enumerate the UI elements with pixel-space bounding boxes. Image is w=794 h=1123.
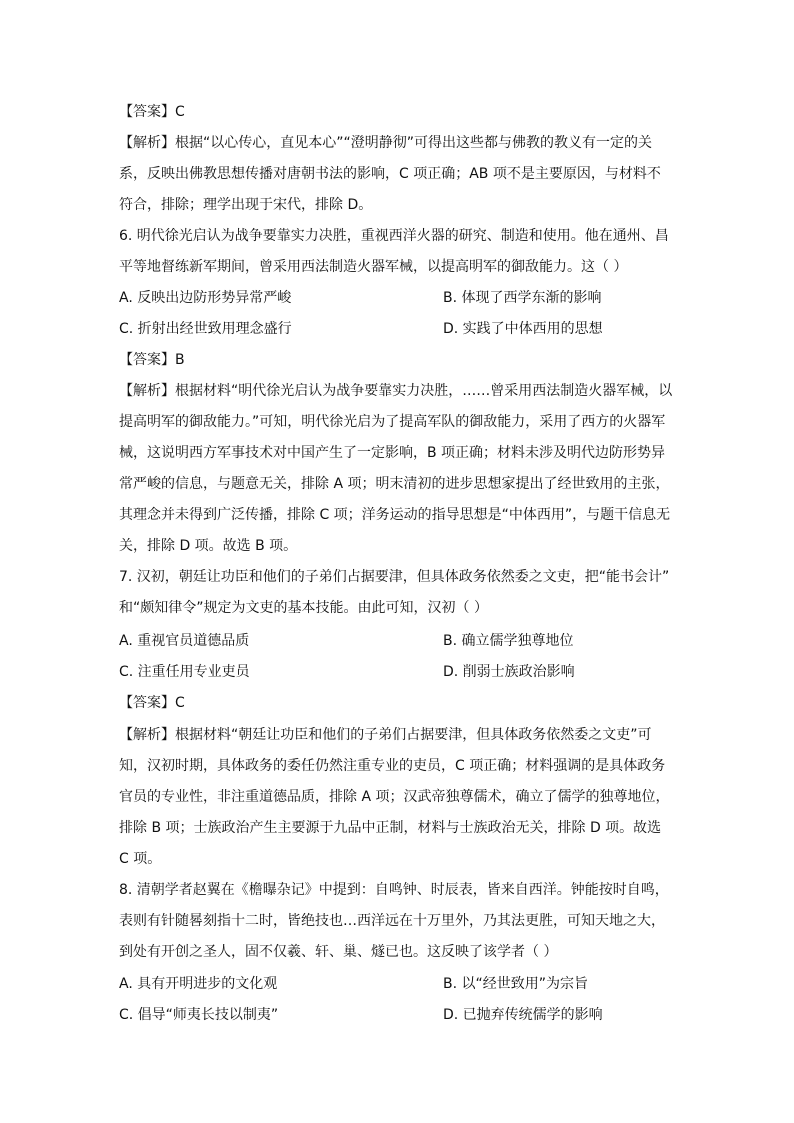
analysis-q6-line: 械，这说明西方军事技术对中国产生了一定影响，B 项正确；材料未涉及明代边防形势异 bbox=[119, 445, 666, 461]
analysis-q6-line: 【解析】根据材料“明代徐光启认为战争要靠实力决胜，……曾采用西法制造火器军械，以 bbox=[119, 383, 673, 399]
question-8-stem-line: 表则有针随晷刻指十二时，皆绝技也…西洋远在十万里外，乃其法更胜，可知天地之大， bbox=[119, 913, 665, 929]
question-6-stem-line: 平等地督练新军期间，曾采用西法制造火器军械，以提高明军的御敌能力。这（ ） bbox=[119, 259, 628, 275]
analysis-q5-line: 系，反映出佛教思想传播对唐朝书法的影响，C 项正确；AB 项不是主要原因，与材料不 bbox=[119, 166, 661, 182]
q7-option-a: A. 重视官员道德品质 bbox=[119, 633, 250, 649]
q7-option-b: B. 确立儒学独尊地位 bbox=[443, 633, 574, 649]
q8-option-c: C. 倡导“师夷长技以制夷” bbox=[119, 1007, 279, 1023]
analysis-q5-line: 符合，排除；理学出现于宋代，排除 D。 bbox=[119, 197, 373, 213]
question-7-stem-line: 和“颇知律令”规定为文吏的基本技能。由此可知，汉初（ ） bbox=[119, 600, 488, 616]
q8-option-d: D. 已抛弃传统儒学的影响 bbox=[443, 1007, 603, 1023]
answer-q6: 【答案】B bbox=[119, 352, 185, 368]
analysis-q6-line: 提高明军的御敌能力。”可知，明代徐光启为了提高军队的御敌能力，采用了西方的火器军 bbox=[119, 414, 666, 430]
q8-option-a: A. 具有开明进步的文化观 bbox=[119, 976, 278, 992]
q8-option-b: B. 以“经世致用”为宗旨 bbox=[443, 976, 589, 992]
analysis-q6-line: 其理念并未得到广泛传播，排除 C 项；洋务运动的指导思想是“中体西用”，与题干信息无 bbox=[119, 507, 671, 523]
analysis-q7-line: C 项。 bbox=[119, 851, 162, 867]
q6-option-c: C. 折射出经世致用理念盛行 bbox=[119, 321, 292, 337]
q6-option-d: D. 实践了中体西用的思想 bbox=[443, 321, 603, 337]
analysis-q7-line: 【解析】根据材料“朝廷让功臣和他们的子弟们占据要津，但具体政务依然委之文吏”可 bbox=[119, 727, 652, 743]
q7-option-c: C. 注重任用专业吏员 bbox=[119, 664, 250, 680]
question-7-stem-line: 7. 汉初，朝廷让功臣和他们的子弟们占据要津，但具体政务依然委之文吏，把“能书会计” bbox=[119, 569, 670, 585]
analysis-q6-line: 关，排除 D 项。故选 B 项。 bbox=[119, 538, 298, 554]
analysis-q7-line: 排除 B 项；士族政治产生主要源于九品中正制，材料与士族政治无关，排除 D 项。故选 bbox=[119, 820, 662, 836]
q6-option-b: B. 体现了西学东渐的影响 bbox=[443, 290, 602, 306]
question-8-stem-line: 到处有开创之圣人，固不仅羲、轩、巢、燧已也。这反映了该学者（ ） bbox=[119, 944, 558, 960]
question-8-stem-line: 8. 清朝学者赵翼在《檐曝杂记》中提到：自鸣钟、时辰表，皆来自西洋。钟能按时自鸣， bbox=[119, 882, 669, 898]
analysis-q6-line: 常严峻的信息，与题意无关，排除 A 项；明末清初的进步思想家提出了经世致用的主张， bbox=[119, 476, 670, 492]
answer-q7: 【答案】C bbox=[119, 695, 185, 711]
analysis-q7-line: 官员的专业性，非注重道德品质，排除 A 项；汉武帝独尊儒术，确立了儒学的独尊地位， bbox=[119, 789, 670, 805]
answer-q5: 【答案】C bbox=[119, 104, 185, 120]
analysis-q7-line: 知，汉初时期，具体政务的委任仍然注重专业的吏员，C 项正确；材料强调的是具体政务 bbox=[119, 758, 666, 774]
q7-option-d: D. 削弱士族政治影响 bbox=[443, 664, 575, 680]
q6-option-a: A. 反映出边防形势异常严峻 bbox=[119, 290, 292, 306]
question-6-stem-line: 6. 明代徐光启认为战争要靠实力决胜，重视西洋火器的研究、制造和使用。他在通州、昌 bbox=[119, 228, 669, 244]
analysis-q5-line: 【解析】根据“以心传心，直见本心”“澄明静彻”可得出这些都与佛教的教义有一定的关 bbox=[119, 135, 653, 151]
